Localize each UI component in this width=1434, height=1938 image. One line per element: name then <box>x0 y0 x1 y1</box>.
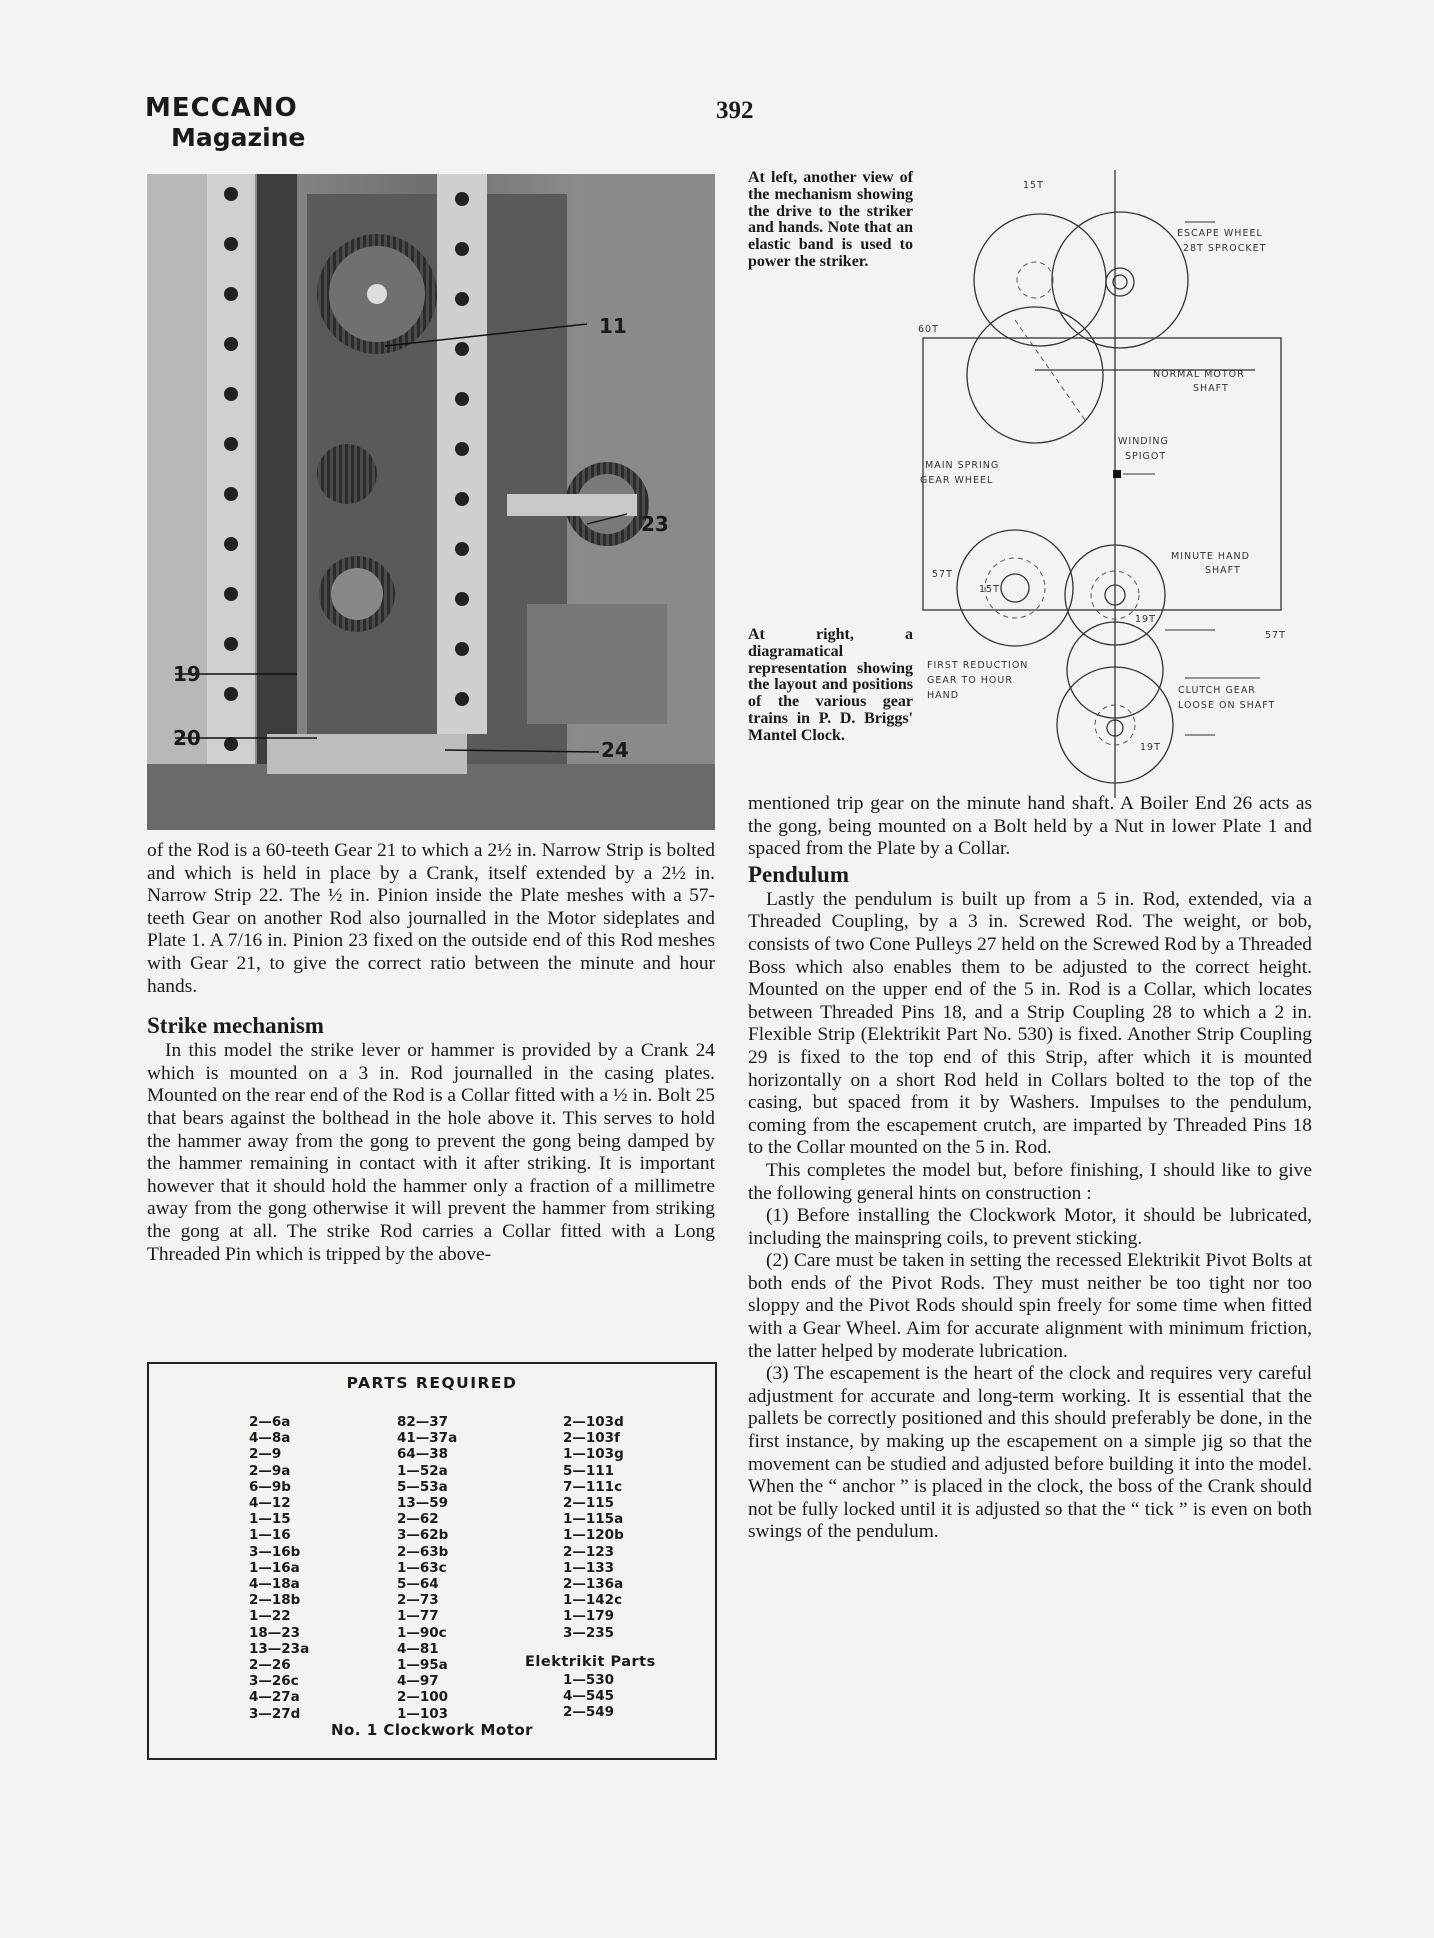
part-item: 7—111c <box>563 1478 623 1495</box>
part-item: 2—549 <box>563 1704 615 1721</box>
elektrikit-heading: Elektrikit Parts <box>525 1654 656 1670</box>
part-item: 1—133 <box>563 1559 615 1576</box>
photo-label-24: 24 <box>601 738 629 762</box>
label-spigot: SPIGOT <box>1125 451 1167 462</box>
label-57t-left: 57T <box>932 569 953 580</box>
part-item: 1—530 <box>563 1672 615 1688</box>
part-item: 1—15 <box>249 1511 291 1528</box>
part-item: 2—73 <box>397 1592 439 1609</box>
part-item: 13—23a <box>249 1640 310 1657</box>
right-paragraph-2: Lastly the pendulum is built up from a 5 in. Rod, extended, via a Threaded Coupling, by a 3 in. Screwed Rod. The weight, or bob, consists of two Cone Pulleys 27 held on the Screwed Rod by a Threaded Boss which also enables them to be adjusted to the correct height. Mounted on the upper end of the 5 in. Rod is a Collar, which locates between Threaded Pins 18, and a Strip Coupling 28 to which a 2 in. Flexible Strip (Elektrikit Part No. 530) is fixed. Another Strip Coupling 29 is fixed to the top end of this Strip, after which it is mounted horizontally on a short Rod held in Collars bolted to the top of the casing, but spaced from it by Washers. Impulses to the pendulum, coming from the escapement crutch, are imparted by Threaded Pins 18 to the Collar mounted on the 5 in. Rod. <box>748 888 1312 1159</box>
part-item: 1—16a <box>249 1559 300 1576</box>
label-first-reduction: FIRST REDUCTION <box>927 660 1029 671</box>
part-item: 2—103d <box>563 1414 624 1430</box>
part-item: 1—52a <box>397 1462 448 1479</box>
part-item: 2—136a <box>563 1576 624 1593</box>
photo-label-11: 11 <box>599 314 627 338</box>
label-gear-to-hour: GEAR TO HOUR <box>927 675 1013 686</box>
part-item: 1—22 <box>249 1608 291 1625</box>
heading-strike-mechanism: Strike mechanism <box>147 1013 324 1039</box>
part-item: 4—81 <box>397 1640 439 1657</box>
label-15t-mid: 15T <box>979 584 1000 595</box>
main-spring-gear-outline <box>967 307 1103 443</box>
part-item: 1—95a <box>397 1657 448 1674</box>
clockwork-motor: No. 1 Clockwork Motor <box>330 1721 534 1739</box>
photo-label-20: 20 <box>173 726 201 750</box>
part-item: 18—23 <box>249 1624 301 1641</box>
part-item: 4—18a <box>249 1576 300 1593</box>
part-item: 2—9 <box>249 1446 282 1463</box>
part-item: 3—62b <box>397 1527 449 1544</box>
part-item: 4—545 <box>563 1688 615 1705</box>
part-item: 3—235 <box>563 1624 615 1641</box>
caption-left-view: At left, another view of the mechanism showing the drive to the striker and hands. Note that an elastic band is used to power the striker. <box>748 169 913 270</box>
part-item: 1—103 <box>397 1705 449 1722</box>
parts-title: PARTS REQUIRED <box>346 1374 518 1392</box>
label-sprocket: 28T SPROCKET <box>1183 243 1267 254</box>
label-60t: 60T <box>918 324 939 335</box>
masthead <box>145 94 305 152</box>
label-clutch-gear: CLUTCH GEAR <box>1178 685 1256 696</box>
part-item: 13—59 <box>397 1495 449 1512</box>
label-19t-b: 19T <box>1140 742 1161 753</box>
part-item: 1—103g <box>563 1446 624 1463</box>
part-item: 41—37a <box>397 1430 458 1447</box>
part-item: 2—103f <box>563 1430 620 1447</box>
part-item: 2—123 <box>563 1543 615 1560</box>
escape-wheel-outline <box>974 214 1106 346</box>
label-shaft-2: SHAFT <box>1205 565 1241 576</box>
part-item: 1—63c <box>397 1559 447 1576</box>
label-15t-top: 15T <box>1023 180 1044 191</box>
part-item: 1—77 <box>397 1608 439 1625</box>
part-item: 5—111 <box>563 1462 615 1479</box>
part-item: 3—16b <box>249 1543 301 1560</box>
hint-2: (2) Care must be taken in setting the recessed Elektrikit Pivot Bolts at both ends of the Pivot Rods. They must neither be too tight nor too sloppy and the Pivot Rods should spin freely for some time when fitted with a Gear Wheel. Aim for accurate alignment with minimum friction, the latter helped by moderate lubrication. <box>748 1250 1312 1362</box>
label-19t-a: 19T <box>1135 614 1156 625</box>
parts-column-1 <box>249 1414 309 1722</box>
part-item: 4—97 <box>397 1673 439 1690</box>
part-item: 1—90c <box>397 1624 447 1641</box>
hint-3: (3) The escapement is the heart of the clock and requires very careful adjustment for accurate and long-term working. It is essential that the pallets be correctly positioned and this should preferably be done, in the first instance, by making up the escapement on a simple jig so that the movement can be studied and adjusted before building it into the model. When the “ anchor ” is placed in the clock, the boss of the Crank should not be fully locked until it is adjusted so that the “ tick ” is even on both swings of the pendulum. <box>748 1363 1312 1543</box>
parts-column-3 <box>563 1414 624 1641</box>
part-item: 2—18b <box>249 1592 301 1609</box>
part-item: 5—64 <box>397 1576 439 1593</box>
part-item: 4—8a <box>249 1430 291 1447</box>
part-item: 3—27d <box>249 1705 301 1722</box>
elektrikit-parts <box>563 1672 614 1721</box>
part-item: 1—16 <box>249 1527 291 1544</box>
masthead-line2: Magazine <box>171 123 306 152</box>
right-paragraph-1: mentioned trip gear on the minute hand shaft. A Boiler End 26 acts as the gong, being mounted on a Bolt held by a Nut in lower Plate 1 and spaced from the Plate by a Collar. <box>748 793 1312 860</box>
part-item: 2—115 <box>563 1495 615 1512</box>
right-column <box>748 793 1312 1544</box>
gear-train-diagram <box>915 170 1293 798</box>
part-item: 82—37 <box>397 1414 449 1430</box>
sprocket-wheel-outline <box>1052 212 1188 348</box>
page-number: 392 <box>716 97 754 124</box>
part-item: 4—27a <box>249 1689 300 1706</box>
label-hand: HAND <box>927 690 960 701</box>
part-item: 2—62 <box>397 1511 439 1528</box>
part-item: 6—9b <box>249 1478 291 1495</box>
photo-label-19: 19 <box>173 662 201 686</box>
part-item: 2—63b <box>397 1543 449 1560</box>
label-57t-right: 57T <box>1265 630 1286 641</box>
photo-label-23: 23 <box>641 512 669 536</box>
label-loose-on-shaft: LOOSE ON SHAFT <box>1178 700 1276 711</box>
label-escape-wheel: ESCAPE WHEEL <box>1177 228 1263 239</box>
masthead-line1: MECCANO <box>145 93 298 123</box>
part-item: 1—120b <box>563 1527 624 1544</box>
mechanism-photo-art <box>147 174 715 830</box>
part-item: 1—179 <box>563 1608 615 1625</box>
part-item: 3—26c <box>249 1673 299 1690</box>
label-shaft-1: SHAFT <box>1193 383 1229 394</box>
part-item: 5—53a <box>397 1478 448 1495</box>
part-item: 4—12 <box>249 1495 291 1512</box>
left-paragraph-2: In this model the strike lever or hammer is provided by a Crank 24 which is mounted on a 3 in. Rod journalled in the casing plates. Mounted on the rear end of the Rod is a Collar fitted with a ½ in. Bolt 25 that bears against the bolthead in the hole above it. This serves to hold the hammer away from the gong to prevent the gong being damped by the hammer remaining in contact with it after striking. It is important however that it should hold the hammer only a fraction of a millimetre away from the gong otherwise it will prevent the hammer from striking the gong at all. The strike Rod carries a Collar fitted with a Long Threaded Pin which is tripped by the above- <box>147 1040 715 1265</box>
part-item: 1—115a <box>563 1511 624 1528</box>
caption-right-view: At right, a diagramatical representation showing the layout and positions of the various gear trains in P. D. Briggs' Mantel Clock. <box>748 626 913 744</box>
part-item: 1—142c <box>563 1592 623 1609</box>
left-paragraph-1: of the Rod is a 60-teeth Gear 21 to which a 2½ in. Narrow Strip is bolted and which is held in place by a Crank, itself extended by a 2½ in. Narrow Strip 22. The ½ in. Pinion inside the Plate meshes with a 57-teeth Gear on another Rod also journalled in the Motor sideplates and Plate 1. A 7/16 in. Pinion 23 fixed on the outside end of this Rod meshes with Gear 21, to give the correct ratio between the minute and hour hands. <box>147 840 715 997</box>
right-paragraph-3: This completes the model but, before finishing, I should like to give the following general hints on construction : <box>748 1159 1312 1204</box>
part-item: 2—26 <box>249 1657 291 1674</box>
parts-column-2 <box>397 1414 457 1722</box>
label-main-spring: MAIN SPRING <box>925 460 1000 471</box>
left-column <box>147 840 715 1266</box>
label-minute-hand: MINUTE HAND <box>1171 551 1250 562</box>
hint-1: (1) Before installing the Clockwork Motor, it should be lubricated, including the mainspring coils, to prevent sticking. <box>748 1205 1312 1249</box>
part-item: 2—6a <box>249 1414 291 1430</box>
label-winding: WINDING <box>1118 436 1169 447</box>
label-normal-motor: NORMAL MOTOR <box>1153 369 1245 380</box>
mechanism-photo <box>147 174 715 830</box>
part-item: 2—100 <box>397 1689 449 1706</box>
heading-pendulum: Pendulum <box>748 861 849 887</box>
part-item: 64—38 <box>397 1446 449 1463</box>
part-item: 2—9a <box>249 1462 291 1479</box>
parts-required-box <box>147 1362 717 1760</box>
first-reduction-gear-outline <box>957 530 1073 646</box>
label-gear-wheel: GEAR WHEEL <box>920 475 994 486</box>
